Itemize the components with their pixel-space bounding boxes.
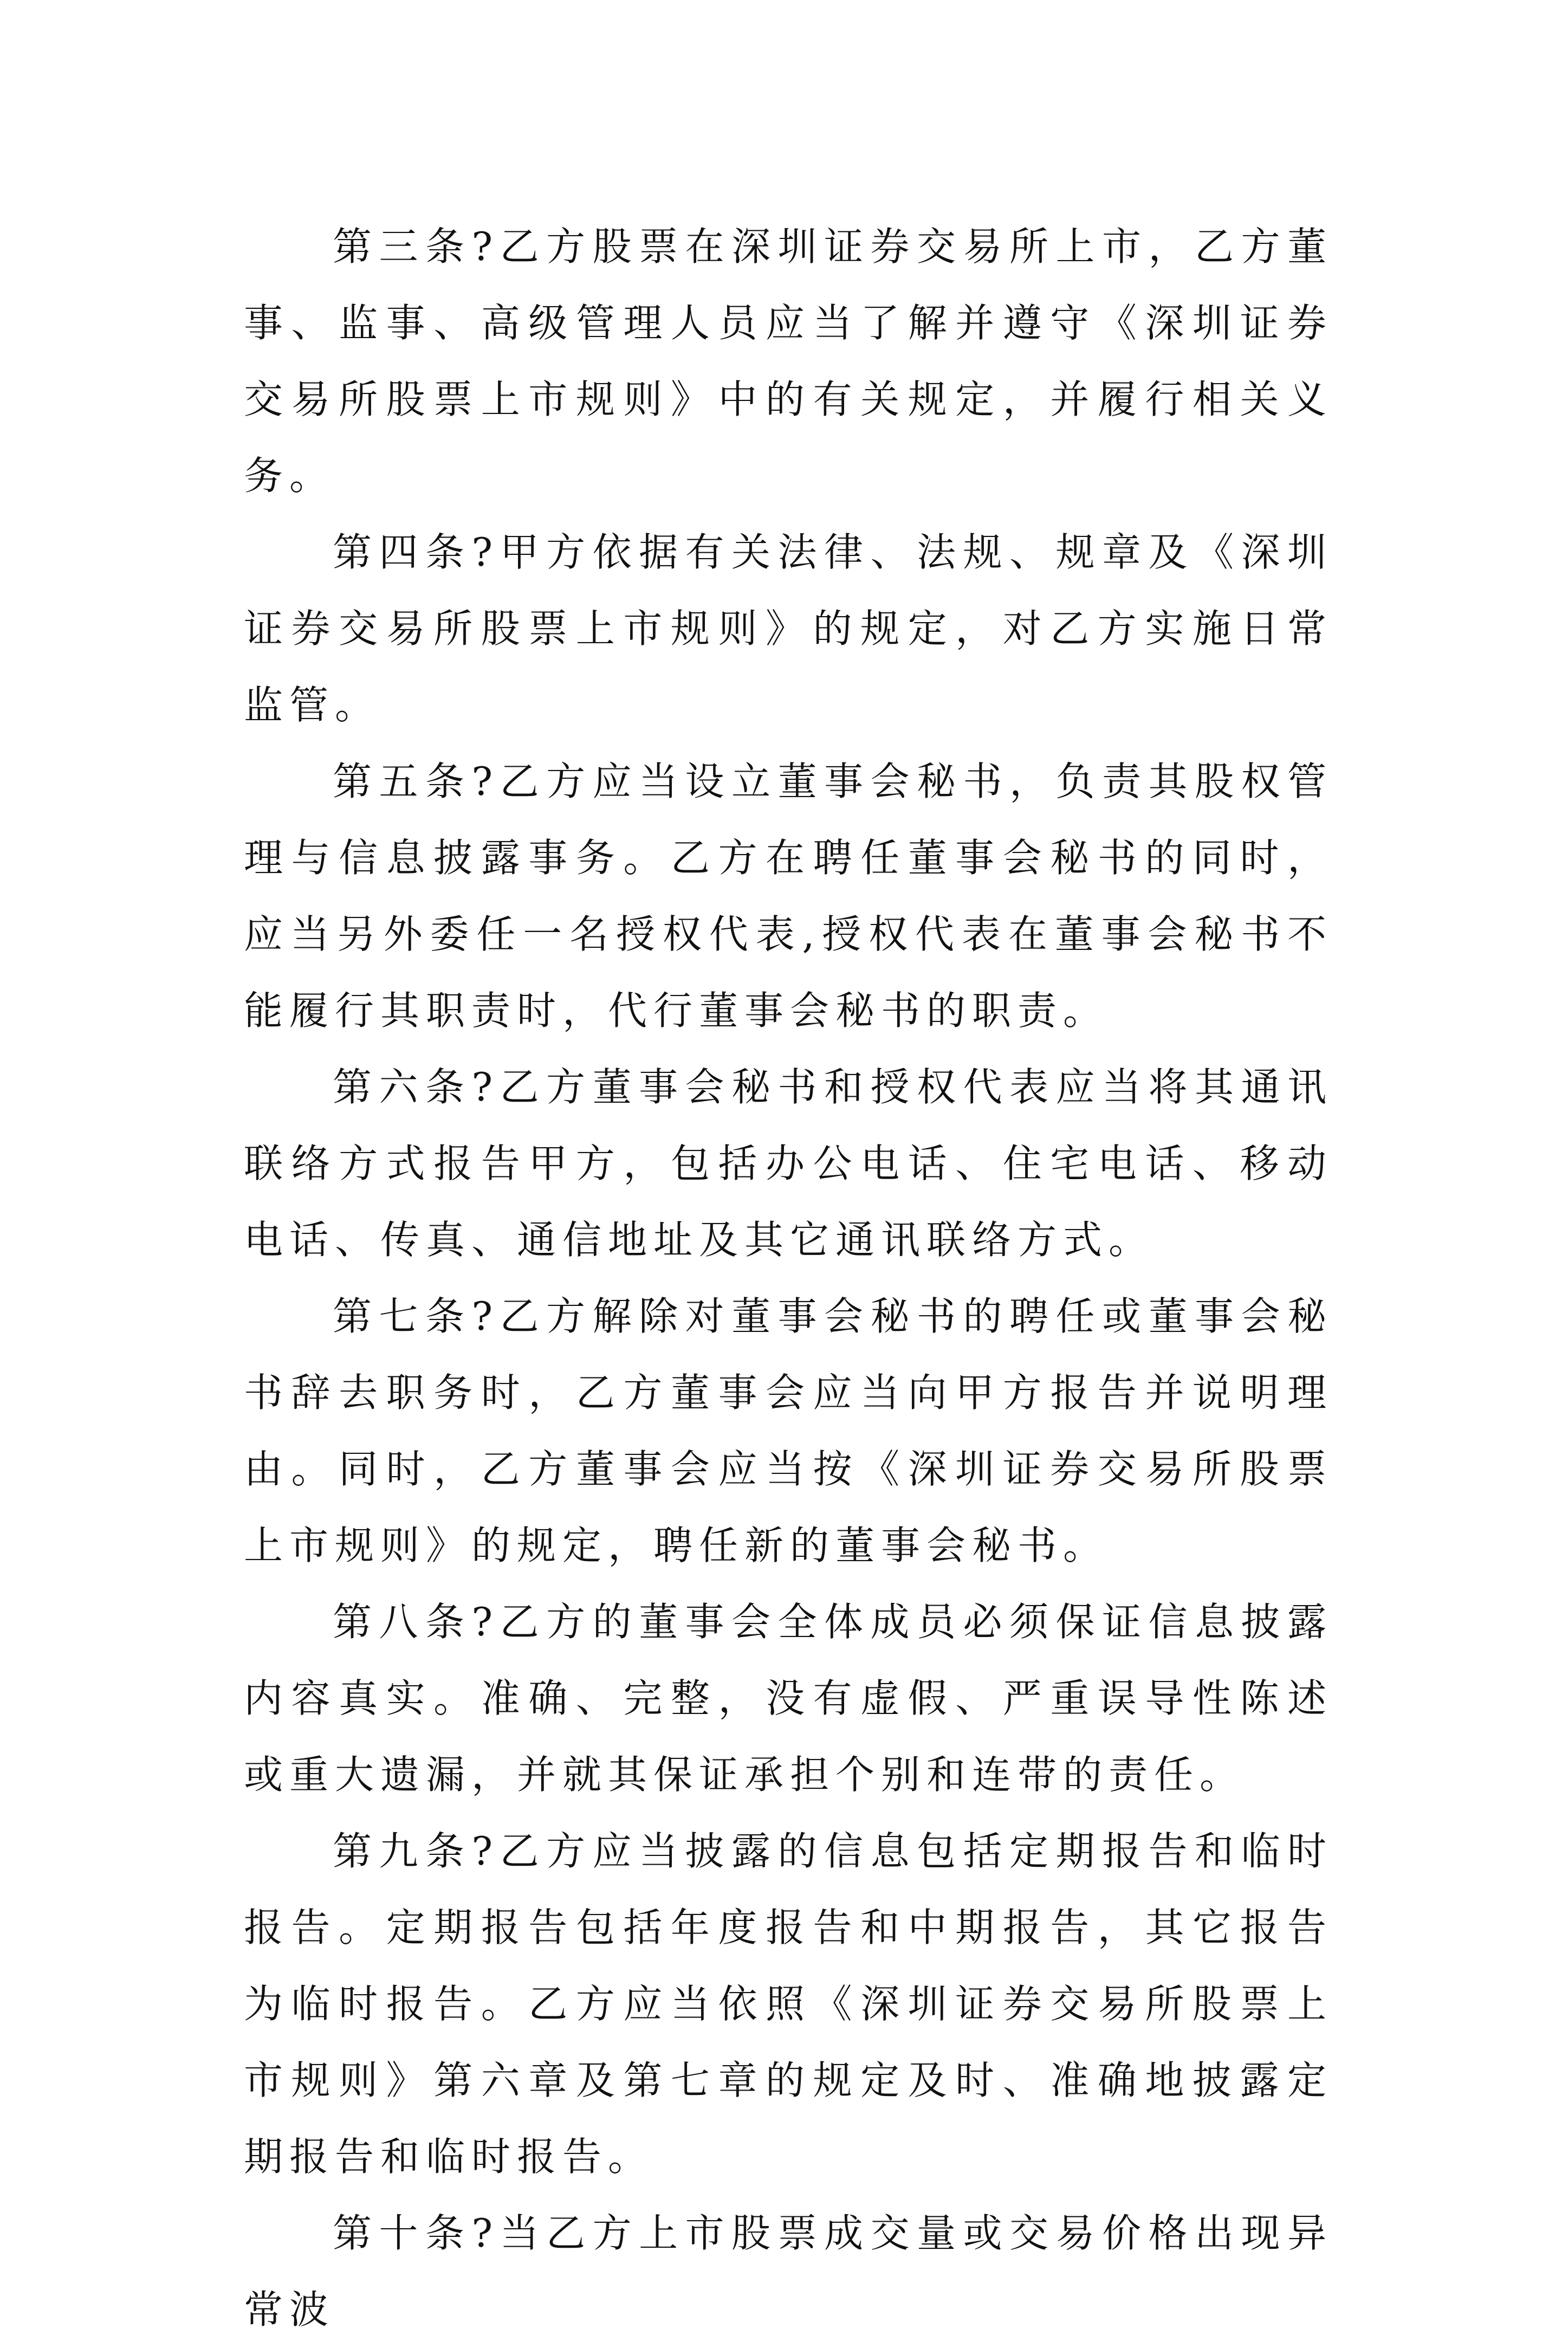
article-8-paragraph: 第八条?乙方的董事会全体成员必须保证信息披露内容真实。准确、完整，没有虚假、严重误导性陈述或重大遗漏，并就其保证承担个别和连带的责任。 <box>244 1599 1333 1797</box>
article-3-paragraph: 第三条?乙方股票在深圳证券交易所上市，乙方董事、监事、高级管理人员应当了解并遵守《深圳证券交易所股票上市规则》中的有关规定，并履行相关义务。 <box>244 224 1333 499</box>
article-4-paragraph: 第四条?甲方依据有关法律、法规、规章及《深圳证券交易所股票上市规则》的规定，对乙方实施日常监管。 <box>244 529 1333 728</box>
article-9-paragraph: 第九条?乙方应当披露的信息包括定期报告和临时报告。定期报告包括年度报告和中期报告，其它报告为临时报告。乙方应当依照《深圳证券交易所股票上市规则》第六章及第七章的规定及时、准确地披露定期报告和临时报告。 <box>244 1828 1333 2179</box>
document-body <box>244 209 1333 2348</box>
article-10-paragraph: 第十条?当乙方上市股票成交量或交易价格出现异常波 <box>244 2210 1333 2332</box>
article-7-paragraph: 第七条?乙方解除对董事会秘书的聘任或董事会秘书辞去职务时，乙方董事会应当向甲方报告并说明理由。同时，乙方董事会应当按《深圳证券交易所股票上市规则》的规定，聘任新的董事会秘书。 <box>244 1293 1333 1568</box>
article-5-paragraph: 第五条?乙方应当设立董事会秘书，负责其股权管理与信息披露事务。乙方在聘任董事会秘书的同时，应当另外委任一名授权代表,授权代表在董事会秘书不能履行其职责时，代行董事会秘书的职责。 <box>244 759 1333 1033</box>
article-6-paragraph: 第六条?乙方董事会秘书和授权代表应当将其通讯联络方式报告甲方，包括办公电话、住宅电话、移动电话、传真、通信地址及其它通讯联络方式。 <box>244 1064 1333 1263</box>
